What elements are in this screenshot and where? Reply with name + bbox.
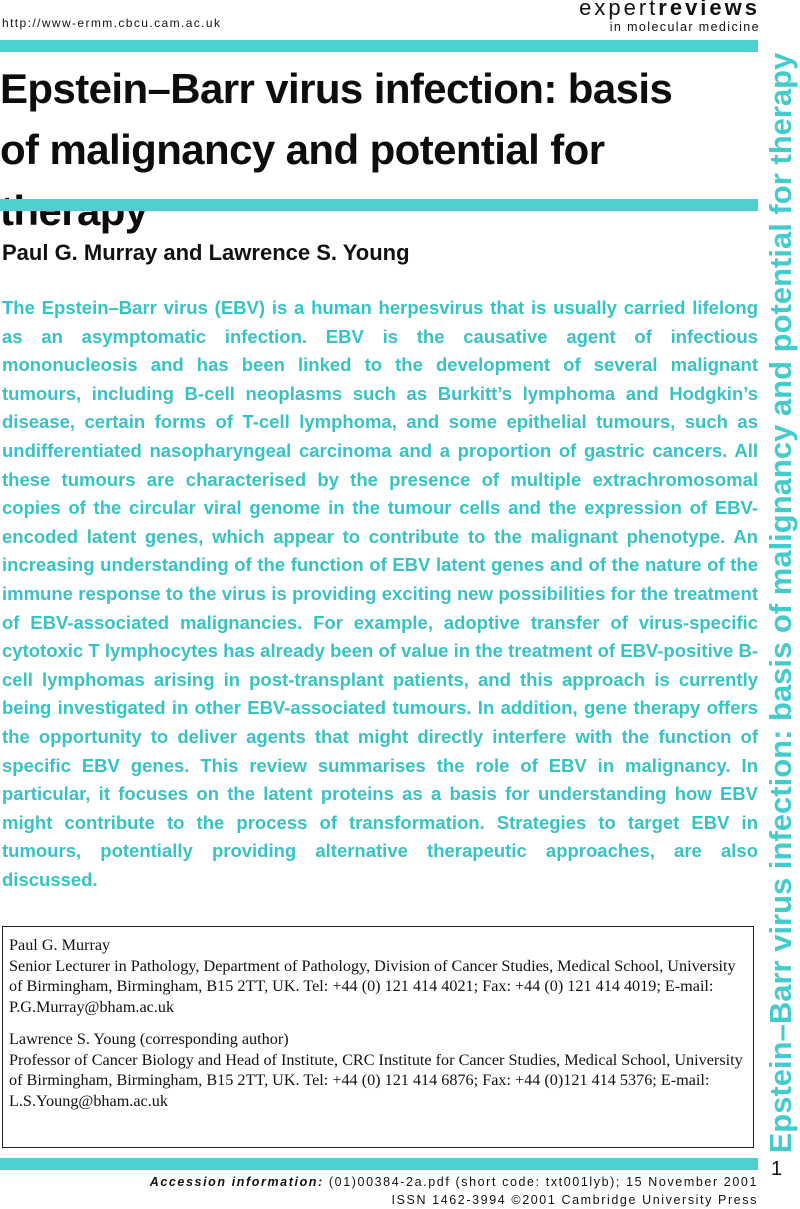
journal-name-bold: reviews xyxy=(658,0,760,20)
affiliation-details: Senior Lecturer in Pathology, Department of Pathology, Division of Cancer Studies, Medical School, University of Birmingham, Birmingham, B15 2TT, UK. Tel: +44 (0) 121 414 4021; Fax: +44 (0) 121 414 4019; E-mail: P.G.Murray@bham.ac.uk xyxy=(9,956,736,1016)
footer xyxy=(150,1173,758,1209)
affiliations-box xyxy=(2,926,754,1148)
affiliation-details: Professor of Cancer Biology and Head of Institute, CRC Institute for Cancer Studies, Medical School, University of Birmingham, Birmingham, B15 2TT, UK. Tel: +44 (0) 121 414 6876; Fax: +44 (0)121 414 5376; E-mail: L.S.Young@bham.ac.uk xyxy=(9,1050,743,1110)
affiliation-name: Paul G. Murray xyxy=(9,936,111,954)
header-url: http://www-ermm.cbcu.cam.ac.uk xyxy=(2,16,222,30)
journal-brand xyxy=(579,0,760,34)
author-list: Paul G. Murray and Lawrence S. Young xyxy=(2,240,410,265)
affiliation-1 xyxy=(9,935,749,1017)
title-line-2: of malignancy and potential for xyxy=(0,126,605,173)
journal-name xyxy=(579,0,760,19)
title-line-1: Epstein–Barr virus infection: basis xyxy=(0,65,673,112)
journal-name-light: expert xyxy=(579,0,659,20)
top-rule xyxy=(0,40,758,52)
journal-subtitle: in molecular medicine xyxy=(609,20,760,34)
accession-label: Accession information: xyxy=(149,1175,324,1189)
abstract: The Epstein–Barr virus (EBV) is a human herpesvirus that is usually carried lifelong as an asymptomatic infection. EBV is the causative agent of infectious mononucleosis and has been linked to the development of several malignant tumours, including B-cell neoplasms such as Burkitt’s lymphoma and Hodgkin’s disease, certain forms of T-cell lymphoma, and some epithelial tumours, such as undifferentiated nasopharyngeal carcinoma and a proportion of gastric cancers. All these tumours are characterised by the presence of multiple extrachromosomal copies of the circular viral genome in the tumour cells and the expression of EBV-encoded latent genes, which appear to contribute to the malignant phenotype. An increasing understanding of the function of EBV latent genes and of the nature of the immune response to the virus is providing exciting new possibilities for the treatment of EBV-associated malignancies. For example, adoptive transfer of virus-specific cytotoxic T lymphocytes has already been of value in the treatment of EBV-positive B-cell lymphomas arising in post-transplant patients, and this approach is currently being investigated in other EBV-associated tumours. In addition, gene therapy offers the opportunity to deliver agents that might directly interfere with the function of specific EBV genes. This review summarises the role of EBV in malignancy. In particular, it focuses on the latent proteins as a basis for understanding how EBV might contribute to the process of transformation. Strategies to target EBV in tumours, potentially providing alternative therapeutic approaches, are also discussed. xyxy=(2,297,758,890)
accession-value: (01)00384-2a.pdf (short code: txt001lyb); 15 November 2001 xyxy=(328,1175,758,1189)
article-title xyxy=(0,58,755,241)
affiliation-2 xyxy=(9,1029,749,1111)
affiliation-name: Lawrence S. Young (corresponding author) xyxy=(9,1030,289,1048)
title-rule xyxy=(0,199,758,211)
accession-info xyxy=(150,1173,758,1191)
page-number: 1 xyxy=(771,1158,783,1180)
issn-line: ISSN 1462-3994 ©2001 Cambridge University Press xyxy=(391,1193,758,1207)
sidebar-running-title: Epstein–Barr virus infection: basis of malignancy and potential for therapy xyxy=(763,52,798,1154)
bottom-rule xyxy=(0,1158,758,1170)
